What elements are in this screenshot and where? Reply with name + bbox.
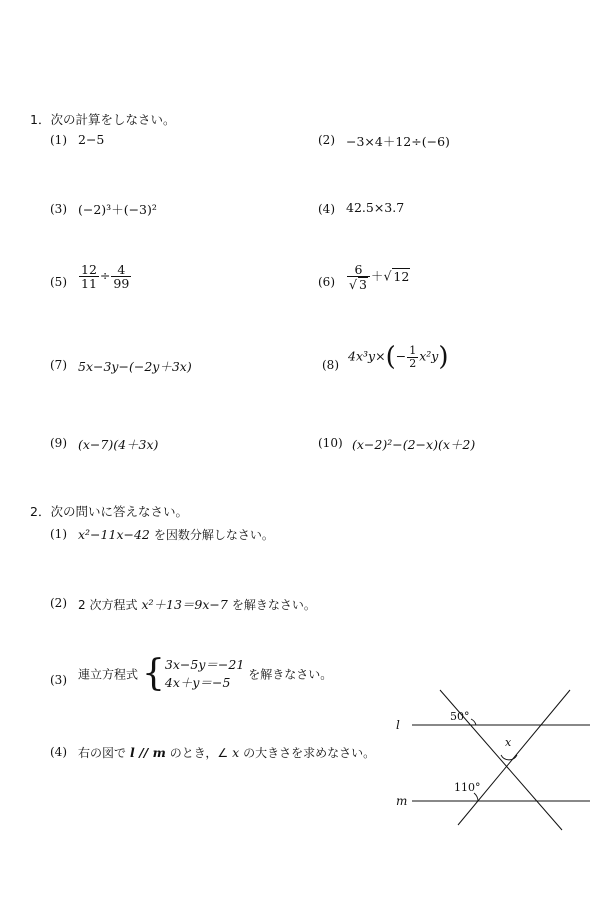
system-brace: { xyxy=(142,653,165,695)
problem-1-9-expression: (x−7)(4＋3x) xyxy=(78,437,159,452)
instruction: を解きなさい。 xyxy=(231,598,316,612)
denominator: √ 3 xyxy=(349,277,367,293)
expression: x²＋13＝9x−7 xyxy=(141,597,228,612)
prefix: 連立方程式 xyxy=(78,667,139,682)
line-m-label: m xyxy=(396,794,408,808)
angle-50-label: 50° xyxy=(450,710,470,723)
angle-arc-110 xyxy=(474,793,478,801)
problem-1-3-expression: (−2)³＋(−3)² xyxy=(78,202,157,217)
problem-1-2-expression: −3×4＋12÷(−6) xyxy=(346,134,450,149)
expression: x²−11x−42 xyxy=(78,527,150,542)
instruction: を解きなさい。 xyxy=(248,667,333,682)
equation-1: 3x−5y＝−21 xyxy=(164,657,245,672)
operator: ÷ xyxy=(99,268,111,284)
section-1-heading: 1．次の計算をしなさい。 xyxy=(30,112,176,127)
fraction-12-11 xyxy=(79,263,99,290)
angle-110-label: 110° xyxy=(454,781,481,794)
section-2-heading: 2．次の問いに答えなさい。 xyxy=(30,504,188,519)
angle-x-label: x xyxy=(505,736,512,749)
numerator: 12 xyxy=(81,262,97,277)
problem-1-5-number: (5) xyxy=(50,275,67,289)
problem-1-10-number: (10) xyxy=(318,436,343,450)
numerator: 4 xyxy=(111,263,131,277)
line-l-label: l xyxy=(396,718,400,732)
prefix: 右の図で xyxy=(78,746,127,760)
operator: ＋ xyxy=(370,268,384,284)
equation-2: 4x＋y＝−5 xyxy=(164,675,231,691)
denominator: 2 xyxy=(409,356,417,370)
problem-2-1-number: (1) xyxy=(50,527,67,541)
mid-text: のとき，∠ xyxy=(169,746,229,760)
prefix: 2 次方程式 xyxy=(78,598,138,612)
problem-2-4-line xyxy=(78,744,375,761)
problem-1-9-number: (9) xyxy=(50,436,67,450)
problem-1-7-number: (7) xyxy=(50,358,67,372)
problem-2-2-number: (2) xyxy=(50,596,67,610)
parallel-lines-figure xyxy=(390,685,595,835)
problem-1-6-expression: $\frac{6}{√ 3}$ ＋√ 12 xyxy=(349,262,410,293)
instruction: の大きさを求めなさい。 xyxy=(243,746,376,760)
problem-2-3-line xyxy=(78,653,333,695)
problem-1-2-number: (2) xyxy=(318,133,335,147)
problem-2-1-line xyxy=(78,526,274,543)
problem-1-8-expression: 4x³y×(− $\frac{1}{2}$ x²y) xyxy=(348,342,449,372)
transversal-2 xyxy=(458,690,570,825)
expr-lead: 4x³y× xyxy=(348,348,386,364)
problem-1-5-expression xyxy=(78,263,132,290)
parallel-condition: l // m xyxy=(130,745,166,760)
expr-tail: x²y xyxy=(419,348,439,364)
problem-1-4-number: (4) xyxy=(318,202,335,216)
denominator: 11 xyxy=(81,276,97,292)
problem-1-7-expression: 5x−3y−(−2y＋3x) xyxy=(78,359,192,374)
problem-1-8-number: (8) xyxy=(322,358,339,372)
radicand: 12 xyxy=(393,268,410,284)
equation-system xyxy=(165,656,244,692)
problem-1-4-expression: 42.5×3.7 xyxy=(346,200,405,215)
left-paren: ( xyxy=(385,342,396,372)
problem-1-6-number: (6) xyxy=(318,275,335,289)
angle-variable: x xyxy=(232,745,240,760)
angle-arc-50 xyxy=(471,719,476,725)
problem-1-1-expression: 2−5 xyxy=(78,132,105,147)
fraction-4-99 xyxy=(111,263,131,290)
problem-2-3-number: (3) xyxy=(50,673,67,687)
numerator: 1 xyxy=(409,343,417,357)
fraction-6-root3 xyxy=(347,263,370,291)
problem-1-10-expression: (x−2)²−(2−x)(x＋2) xyxy=(352,437,476,452)
fraction-1-2 xyxy=(407,345,418,369)
radicand: 3 xyxy=(358,277,367,293)
numerator: 6 xyxy=(347,263,370,277)
problem-2-2-line xyxy=(78,595,316,613)
denominator: 99 xyxy=(113,276,130,292)
problem-2-4-number: (4) xyxy=(50,745,67,759)
instruction: を因数分解しなさい。 xyxy=(153,528,274,542)
problem-1-1-number: (1) xyxy=(50,133,67,147)
problem-1-3-number: (3) xyxy=(50,202,67,216)
right-paren: ) xyxy=(438,342,449,372)
